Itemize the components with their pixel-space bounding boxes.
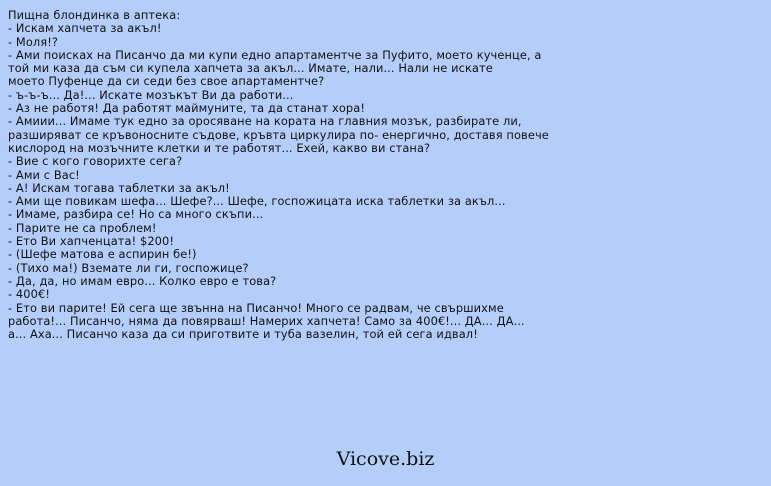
- joke-line: Пищна блондинка в аптека:: [8, 8, 181, 22]
- joke-line: той ми каза да съм си купела хапчета за акъл... Имате, нали... Нали не искате: [8, 61, 493, 76]
- joke-line: - Амиии... Имаме тук едно за оросяване на кората на главния мозък, разбирате ли,: [8, 114, 522, 129]
- joke-line: - А! Искам тогава таблетки за акъл!: [8, 180, 230, 195]
- joke-line: - Ами с Вас!: [8, 167, 80, 182]
- joke-line: - Да, да, но имам евро... Колко евро е това?: [8, 273, 277, 288]
- joke-text: [8, 9, 763, 341]
- joke-line: - ъ-ъ-ъ... Да!... Искате мозъкът Ви да работи...: [8, 87, 294, 102]
- site-watermark: Vicove.biz: [336, 448, 435, 470]
- joke-line: - Искам хапчета за акъл!: [8, 21, 162, 36]
- joke-line: - (Тихо ма!) Вземате ли ги, госпожице?: [8, 260, 249, 275]
- joke-line: - (Шефе матова е аспирин бе!): [8, 247, 197, 262]
- joke-line: а... Аха... Писанчо каза да си приготвите и туба вазелин, той ей сега идвал!: [8, 327, 478, 342]
- joke-line: моето Пуфенце да си седи без свое апартаментче?: [8, 74, 325, 89]
- joke-line: кислород на мозъчните клетки и те работят... Ехей, какво ви стана?: [8, 140, 431, 155]
- joke-line: - Имаме, разбира се! Но са много скъпи...: [8, 207, 264, 222]
- joke-line: - Моля!?: [8, 34, 59, 49]
- joke-line: - 400€!: [8, 287, 50, 302]
- joke-line: - Парите не са проблем!: [8, 220, 157, 235]
- joke-line: - Ами поисках на Писанчо да ми купи едно апартаментче за Пуфито, моето кученце, а: [8, 47, 542, 62]
- joke-line: - Ето ви парите! Ей сега ще звънна на Писанчо! Много се радвам, че свършихме: [8, 300, 504, 315]
- joke-line: - Вие с кого говорихте сега?: [8, 154, 183, 169]
- joke-line: - Аз не работя! Да работят маймуните, та да станат хора!: [8, 101, 366, 116]
- joke-line: - Ами ще повикам шефа... Шефе?... Шефе, госпожицата иска таблетки за акъл...: [8, 194, 506, 209]
- joke-line: разширяват се кръвоносните съдове, кръвта циркулира по- енергично, доставя повече: [8, 127, 549, 142]
- joke-line: работа!... Писанчо, няма да повярваш! Намерих хапчета! Само за 400€!... ДА... ДА...: [8, 313, 525, 328]
- joke-line: - Ето Ви хапченцата! $200!: [8, 234, 175, 249]
